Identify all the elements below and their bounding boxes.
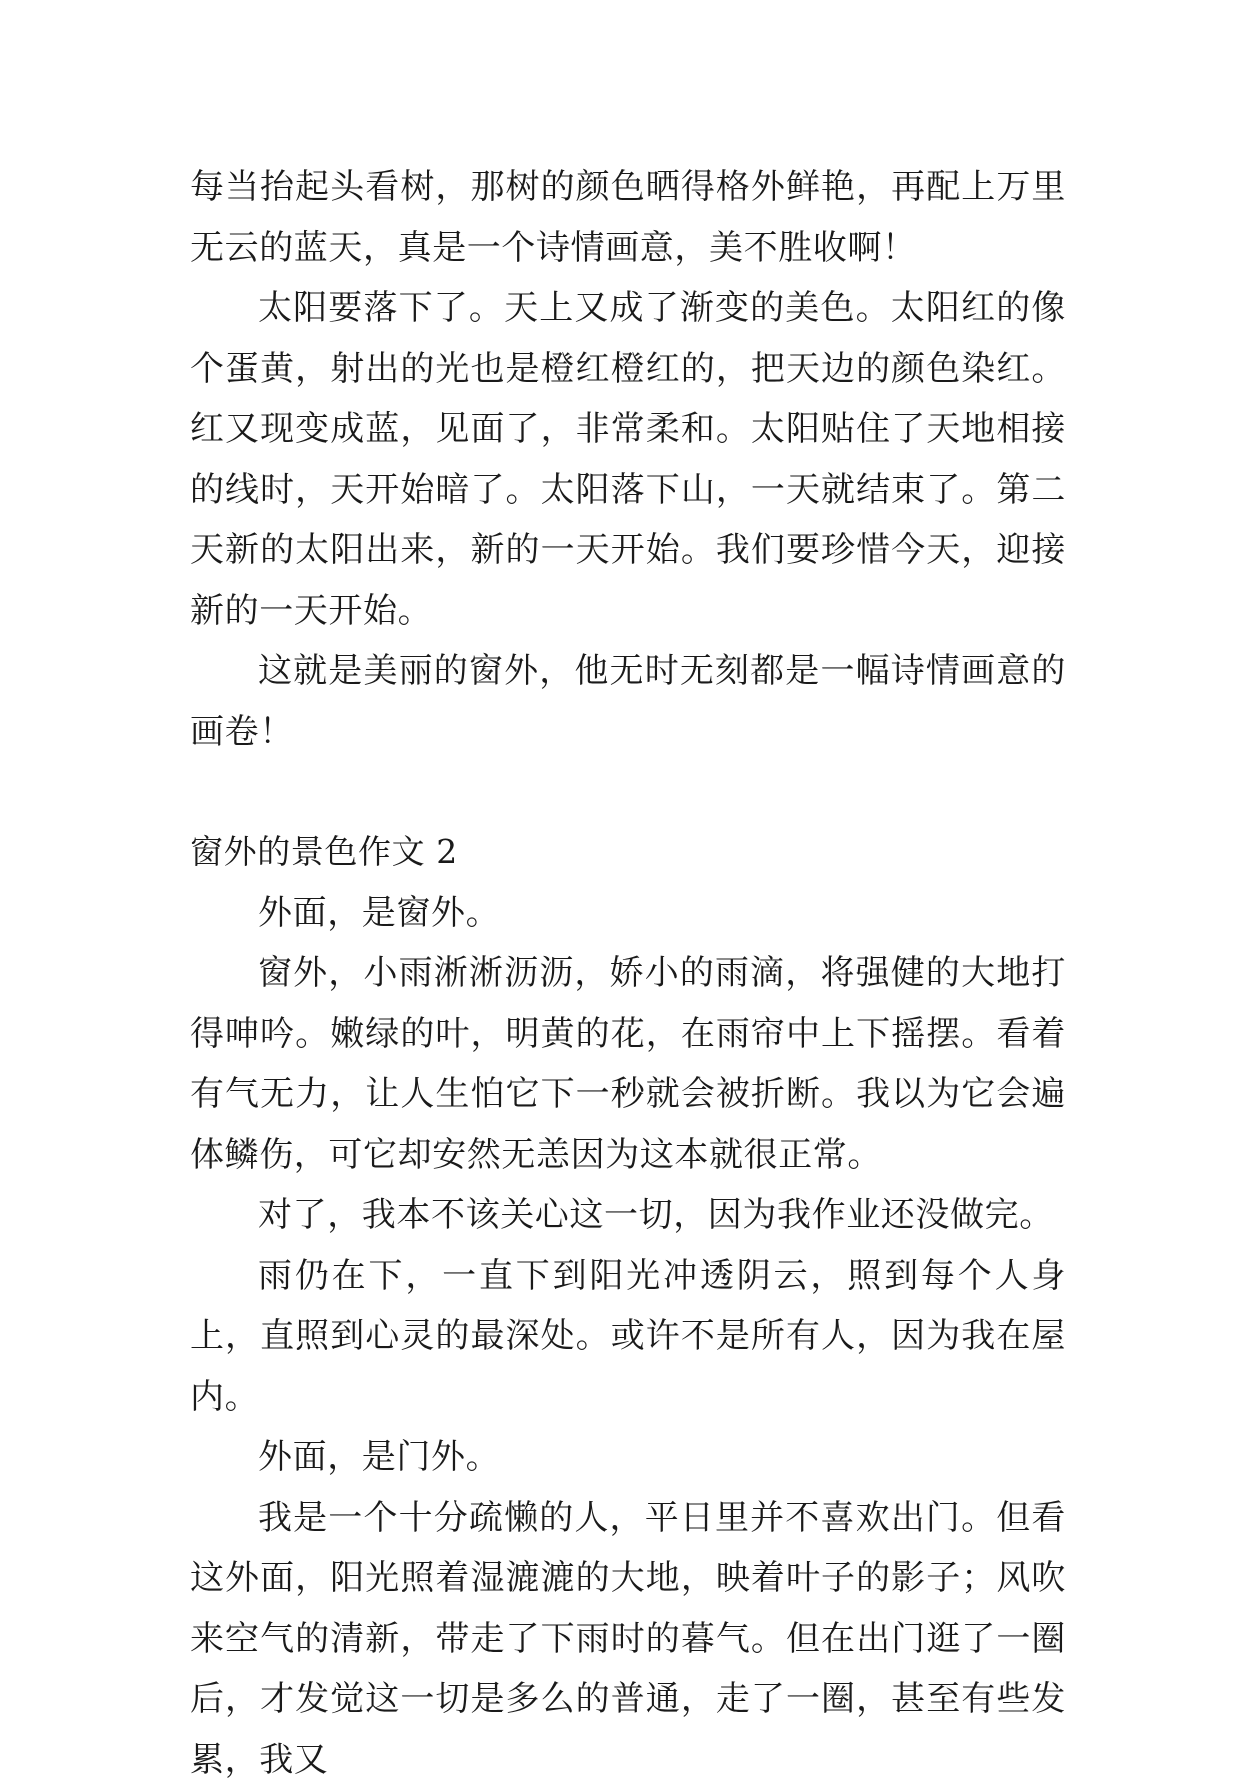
paragraph: 窗外，小雨淅淅沥沥，娇小的雨滴，将强健的大地打得呻吟。嫩绿的叶，明黄的花，在雨帘中上下摇摆。看着有气无力，让人生怕它下一秒就会被折断。我以为它会遍体鳞伤，可它却安然无恙因为这本就很正常。 — [190, 943, 1066, 1185]
document-body — [190, 157, 1066, 1790]
paragraph: 雨仍在下，一直下到阳光冲透阴云，照到每个人身上，直照到心灵的最深处。或许不是所有人，因为我在屋内。 — [190, 1246, 1066, 1428]
paragraph: 外面，是门外。 — [190, 1427, 1066, 1488]
section-gap — [190, 762, 1066, 822]
paragraph: 我是一个十分疏懒的人，平日里并不喜欢出门。但看这外面，阳光照着湿漉漉的大地，映着叶子的影子；风吹来空气的清新，带走了下雨时的暮气。但在出门逛了一圈后，才发觉这一切是多么的普通，走了一圈，甚至有些发累，我又 — [190, 1488, 1066, 1790]
section-title: 窗外的景色作文 2 — [190, 822, 1066, 883]
paragraph: 这就是美丽的窗外，他无时无刻都是一幅诗情画意的画卷！ — [190, 641, 1066, 762]
paragraph: 每当抬起头看树，那树的颜色晒得格外鲜艳，再配上万里无云的蓝天，真是一个诗情画意，美不胜收啊！ — [190, 157, 1066, 278]
paragraph: 太阳要落下了。天上又成了渐变的美色。太阳红的像个蛋黄，射出的光也是橙红橙红的，把天边的颜色染红。红又现变成蓝，见面了，非常柔和。太阳贴住了天地相接的线时，天开始暗了。太阳落下山，一天就结束了。第二天新的太阳出来，新的一天开始。我们要珍惜今天，迎接新的一天开始。 — [190, 278, 1066, 641]
paragraph: 对了，我本不该关心这一切，因为我作业还没做完。 — [190, 1185, 1066, 1246]
paragraph: 外面，是窗外。 — [190, 883, 1066, 944]
